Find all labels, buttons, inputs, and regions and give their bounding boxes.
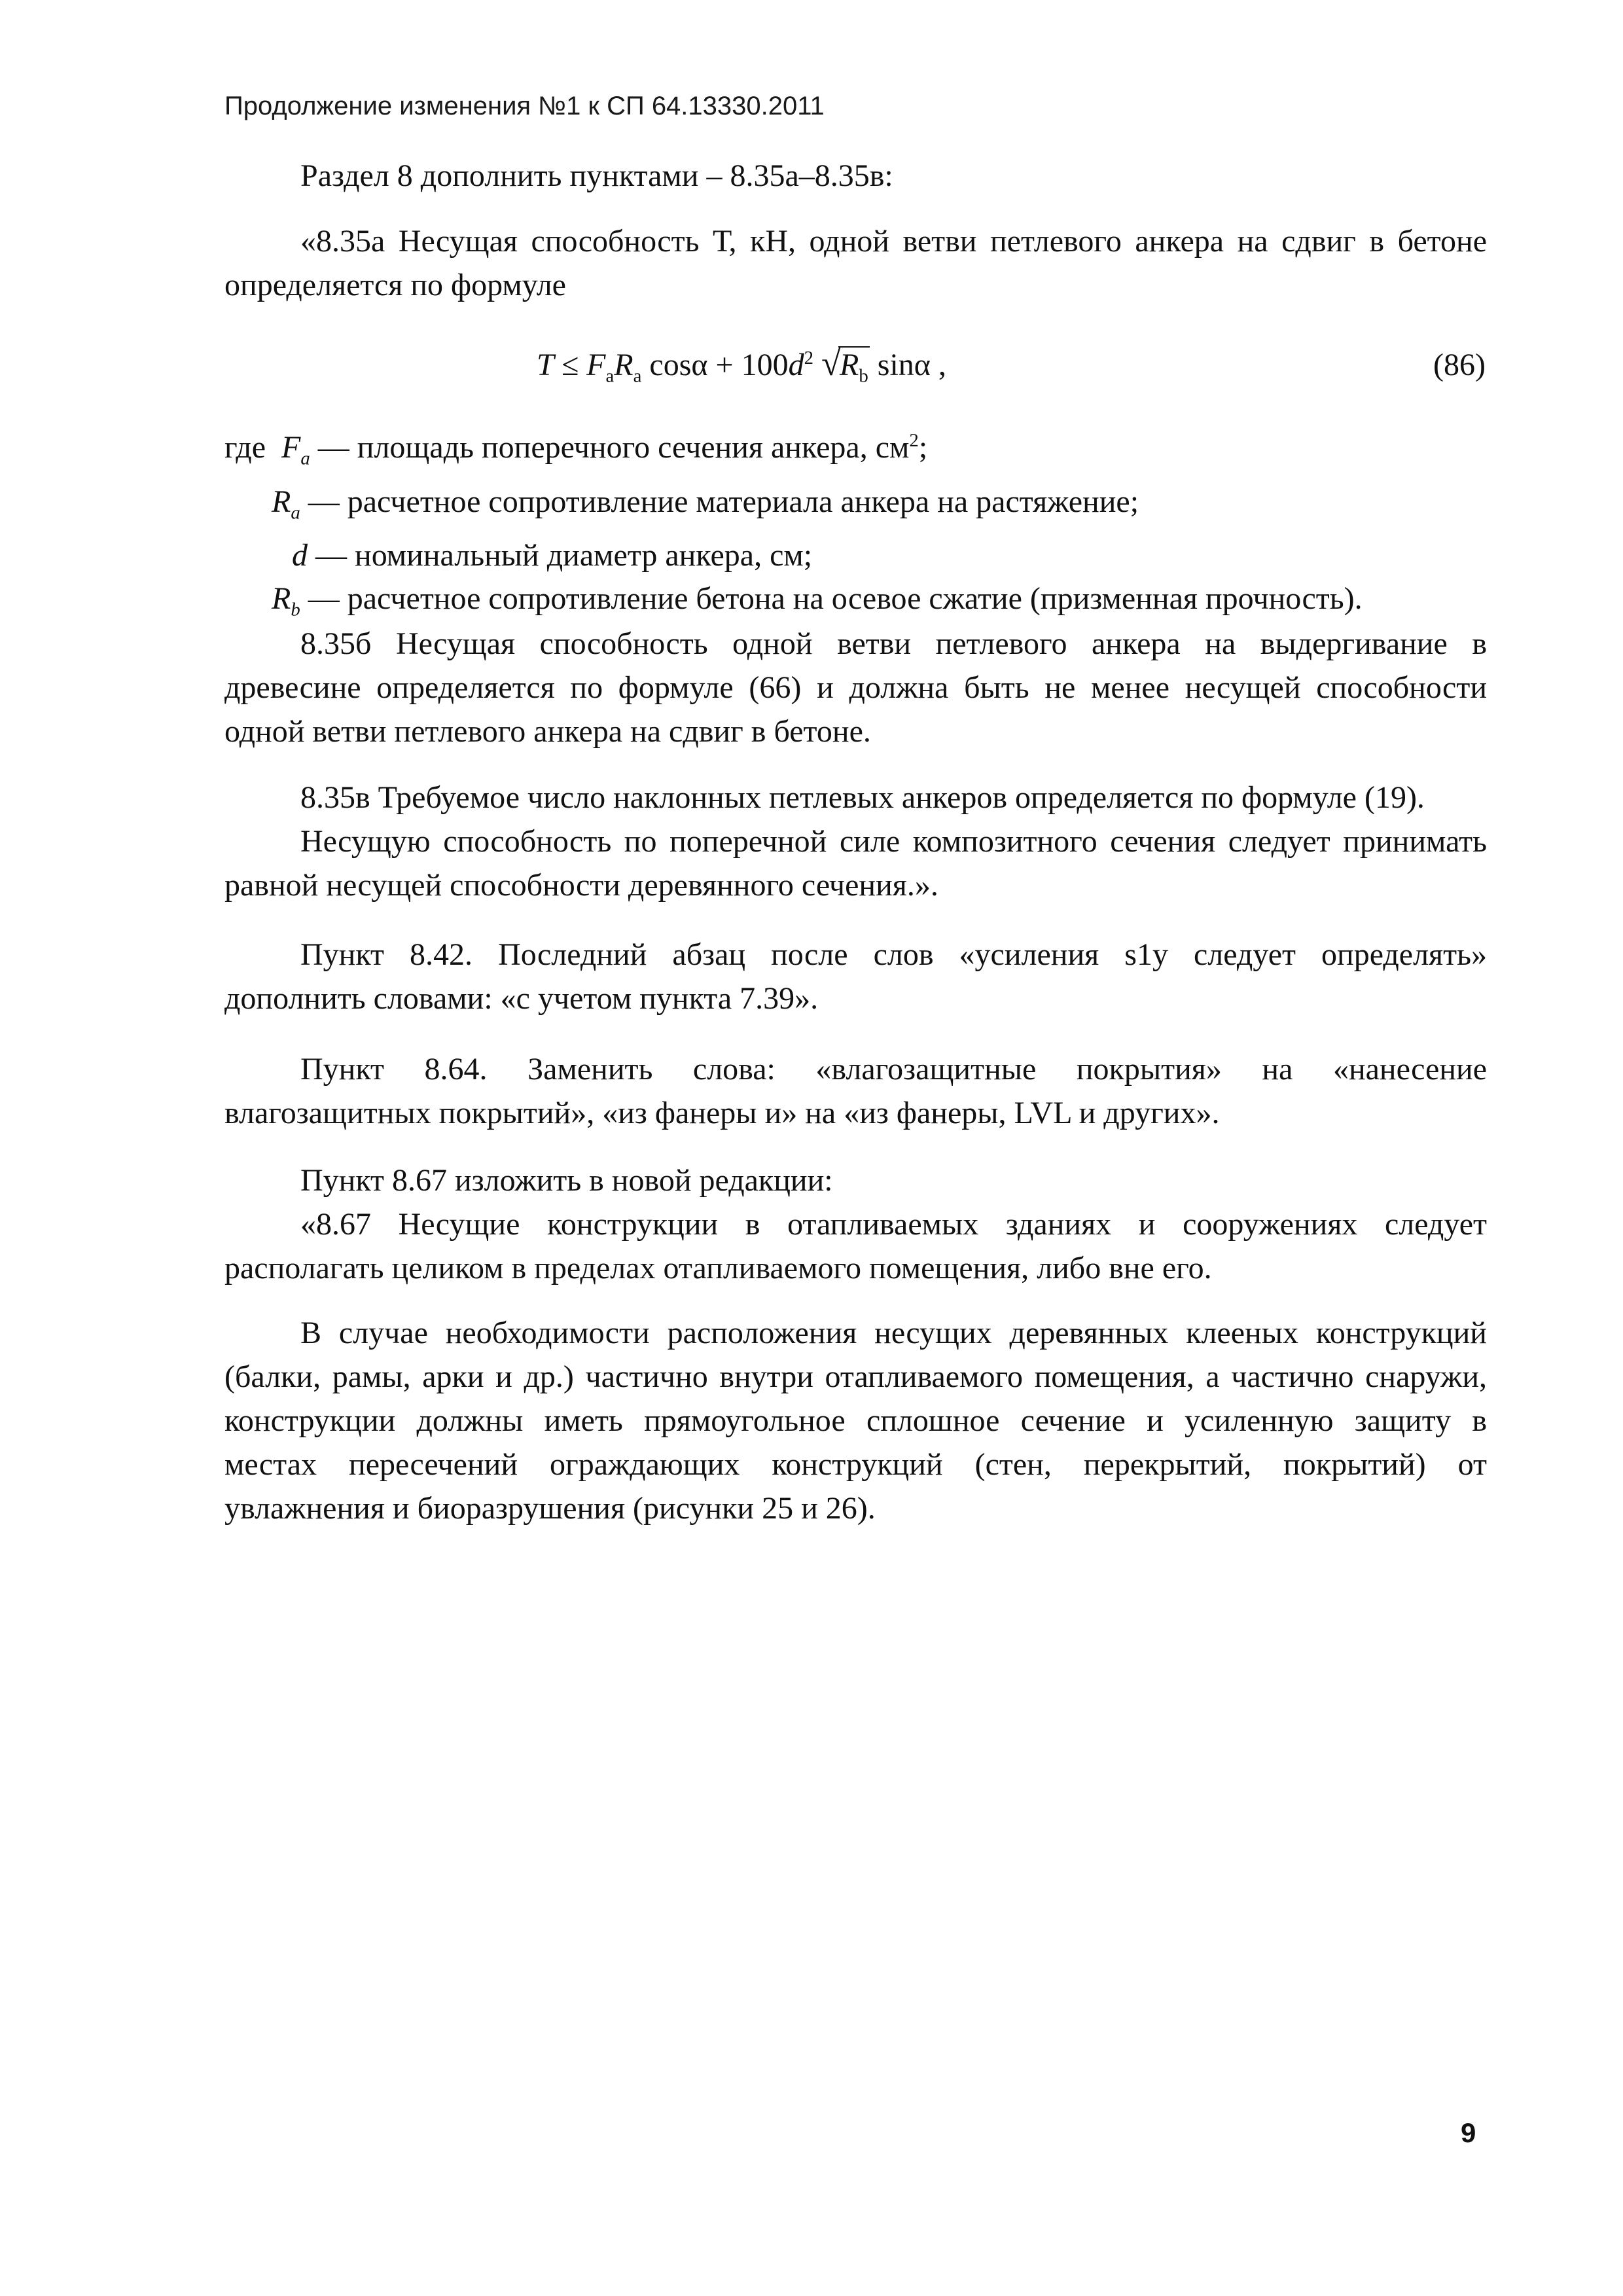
legend-symbol: $R_a$ [272,484,300,524]
formula-F: F [586,348,606,382]
page-number: 9 [1461,2117,1476,2148]
item-8-67b-line-5: увлажнения и биоразрушения (рисунки 25 и 26). [224,1491,876,1526]
clause-8-35a-line-2: определяется по формуле [224,268,566,302]
item-8-67b-line-1: В случае необходимости расположения несущих деревянных клееных конструкций [300,1316,1487,1350]
item-8-67b-line-4: местах пересечений ограждающих конструкций (стен, перекрытий, покрытий) от [224,1447,1487,1482]
formula-sqrt [821,344,870,387]
clause-8-35b-line-3: одной ветви петлевого анкера на сдвиг в бетоне. [224,714,871,749]
item-8-42-line-2: дополнить словами: «с учетом пункта 7.39». [224,981,819,1016]
legend-text: — номинальный диаметр анкера, см; [308,538,813,573]
formula-d: d [788,348,804,382]
formula-86 [537,344,946,387]
item-8-67-line-2: «8.67 Несущие конструкции в отапливаемых зданиях и сооружениях следует [300,1207,1487,1242]
formula-sub-b: b [859,365,868,387]
item-8-64-line-1: Пункт 8.64. Заменить слова: «влагозащитные покрытия» на «нанесение [300,1052,1487,1086]
formula-Rb: R [840,348,859,382]
clause-8-35a [224,219,1487,307]
clause-8-35v [224,776,1487,907]
legend-where-word: где [224,430,266,465]
item-8-67-line-1: Пункт 8.67 изложить в новой редакции: [300,1163,833,1198]
item-8-42-line-1: Пункт 8.42. Последний абзац после слов «усиления s1y следует определять» [300,937,1487,972]
legend-symbol: $R_b$ [272,581,300,620]
variable-legend [224,419,1363,632]
legend-sup: 2 [909,430,919,451]
legend-text: — расчетное сопротивление бетона на осевое сжатие (призменная прочность). [300,581,1363,617]
item-8-42 [224,933,1487,1020]
clause-8-35v-line-1: 8.35в Требуемое число наклонных петлевых анкеров определяется по формуле (19). [300,780,1425,815]
legend-row-d [224,534,1363,577]
running-header: Продолжение изменения №1 к СП 64.13330.2011 [224,92,825,120]
clause-8-35b [224,622,1487,753]
legend-text: — площадь поперечного сечения анкера, см [310,430,910,465]
formula-sub-a1: a [605,365,615,387]
legend-symbol: d [292,538,308,573]
formula-sub-a2: a [633,365,642,387]
clause-8-35v-line-2: Несущую способность по поперечной силе композитного сечения следует принимать [300,824,1487,859]
clause-8-35v-line-3: равной несущей способности деревянного сечения.». [224,868,938,903]
legend-row-Fa: где $F_a$ — площадь поперечного сечения анкера, $см^2$; [224,419,1363,480]
item-8-67b-line-2: (балки, рамы, арки и др.) частично внутри отапливаемого помещения, а частично снаружи, [224,1359,1487,1394]
formula-lhs: T ≤ [537,348,587,382]
item-8-64 [224,1047,1487,1135]
legend-row-Ra [224,480,1363,535]
item-8-67 [224,1158,1487,1290]
section-intro-line: Раздел 8 дополнить пунктами – 8.35а–8.35в: [300,158,893,193]
sqrt-radical-sign: √ [821,344,841,383]
formula-R: R [614,348,633,382]
formula-sin: sinα , [869,348,946,382]
legend-text: — расчетное сопротивление материала анкера на растяжение; [300,484,1139,519]
item-8-67b-line-3: конструкции должны иметь прямоугольное сплошное сечение и усиленную защиту в [224,1403,1487,1438]
clause-8-35a-line-1: «8.35а Несущая способность Т, кН, одной ветви петлевого анкера на сдвиг в бетоне [300,224,1487,259]
legend-symbol: $F_a$ [281,430,310,469]
formula-square: 2 [804,348,814,368]
equation-number: (86) [1433,348,1486,382]
item-8-67-line-3: располагать целиком в пределах отапливаемого помещения, либо вне его. [224,1251,1212,1285]
clause-8-35b-line-1: 8.35б Несущая способность одной ветви петлевого анкера на выдергивание в [300,626,1487,661]
item-8-64-line-2: влагозащитных покрытий», «из фанеры и» на «из фанеры, LVL и других». [224,1096,1220,1130]
clause-8-35b-line-2: древесине определяется по формуле (66) и должна быть не менее несущей способности [224,670,1487,705]
item-8-67-continuation [224,1311,1487,1530]
section-intro [224,154,1487,198]
formula-cos: cosα + 100 [641,348,789,382]
